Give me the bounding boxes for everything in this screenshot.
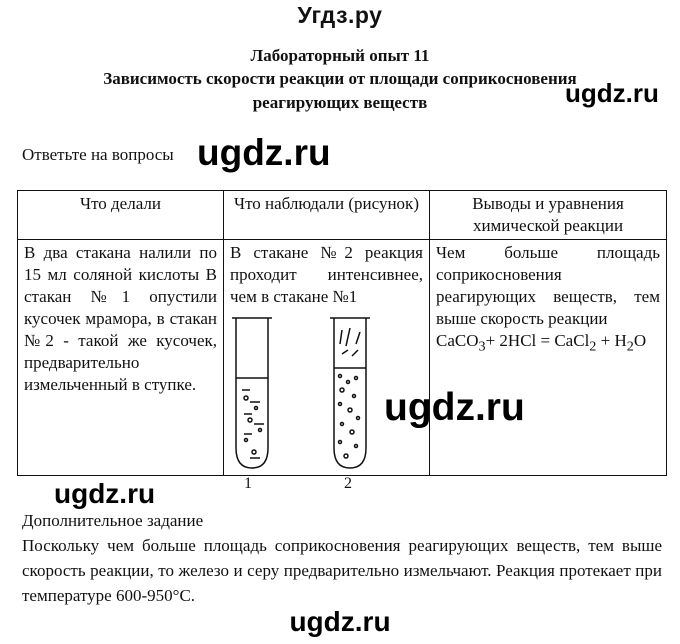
extra-task-text: Поскольку чем больше площадь соприкосновения реагирующих веществ, тем выше скорость реакции, то железо и серу предварительно измельчают. Реакция протекает при температуре 600-950°C. <box>22 536 662 605</box>
watermark-top-right: ugdz.ru <box>565 78 659 108</box>
tube-label-2: 2 <box>344 475 352 492</box>
extra-task-heading: Дополнительное задание <box>22 511 204 530</box>
cell-observed <box>224 240 430 492</box>
test-tube-2 <box>330 318 370 468</box>
lab-subtitle-line2: реагирующих веществ <box>252 93 428 112</box>
watermark-middle: ugdz.ru <box>384 386 525 429</box>
watermark-left: ugdz.ru <box>54 478 156 509</box>
header-what-done: Что делали <box>18 191 224 240</box>
question-prompt: Ответьте на вопросы <box>22 145 174 164</box>
header-observed: Что наблюдали (рисунок) <box>224 191 430 240</box>
lab-title: Лабораторный опыт 11 <box>250 46 430 65</box>
table-row <box>18 240 667 476</box>
tube-label-1: 1 <box>244 475 252 492</box>
cell-conclusions <box>430 240 667 476</box>
lab-subtitle-line1: Зависимость скорости реакции от площади соприкосновения <box>103 69 577 88</box>
watermark-bottom: ugdz.ru <box>289 606 391 637</box>
table-header-row <box>18 191 667 240</box>
reaction-equation: CaCO$_3$+ 2HCl = CaCl$_2$ + $H_2O$ <box>436 331 647 355</box>
watermark-question: ugdz.ru <box>197 132 331 173</box>
conclusion-text: Чем больше площадь соприкосновения реагирующих веществ, тем выше скорость реакции <box>436 243 660 328</box>
observed-text: В стакане №2 реакция проходит интенсивнее, чем в стакане №1 <box>230 243 423 306</box>
header-conclusions: Выводы и уравнения химической реакции <box>430 191 667 240</box>
lab-table <box>17 190 667 492</box>
test-tube-1 <box>232 318 272 468</box>
site-title: Угдз.ру <box>297 2 383 28</box>
cell-what-done: В два стакана налили по 15 мл соляной кислоты В стакан №1 опустили кусочек мрамора, в стакан №2 - такой же кусочек, предварительно измельченный в ступке. <box>18 240 224 476</box>
